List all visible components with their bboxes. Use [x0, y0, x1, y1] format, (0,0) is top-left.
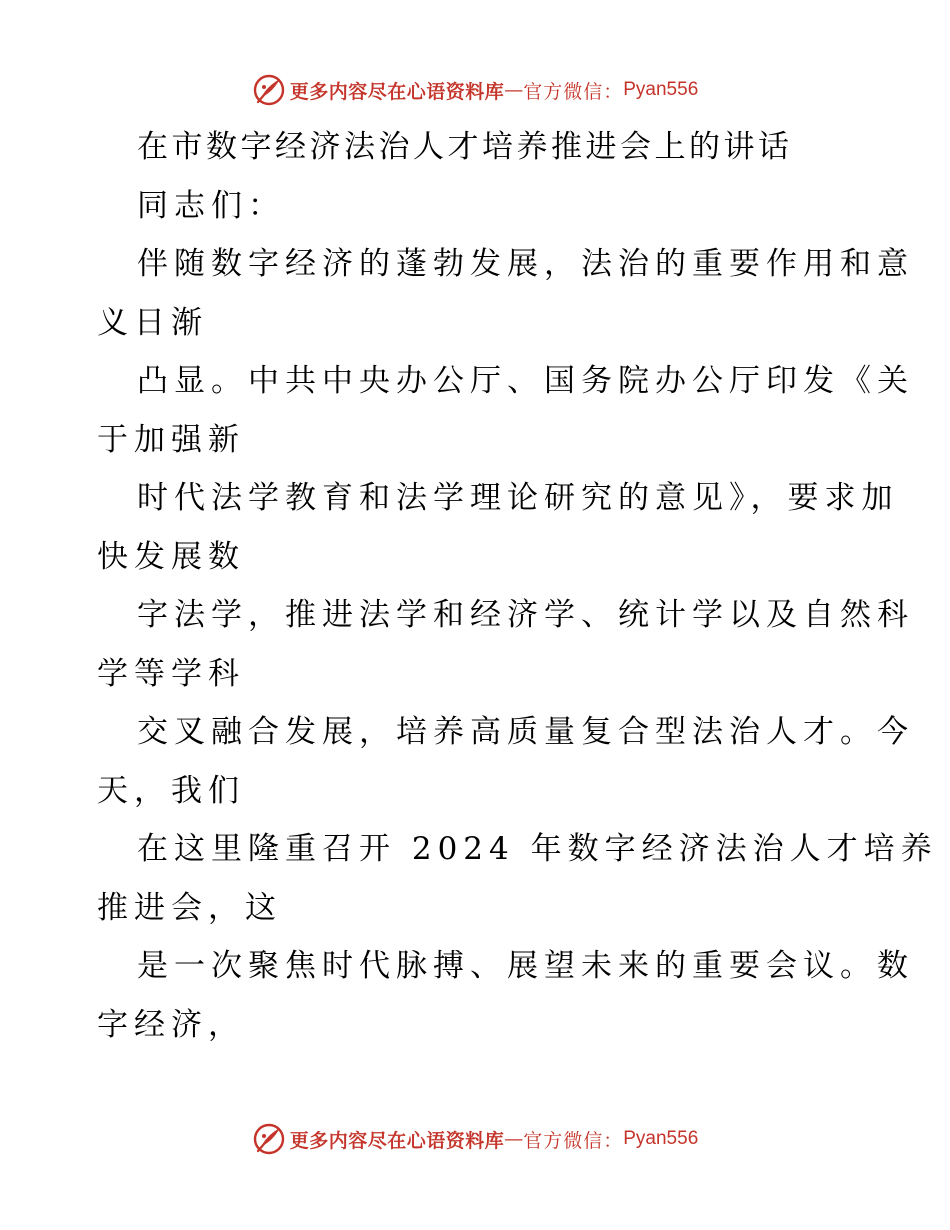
paragraph-line: 推进会，这 [97, 889, 282, 926]
banner-separator: — [504, 1128, 524, 1150]
banner-wechat-id: Pyan556 [623, 79, 699, 100]
paragraph-line: 学等学科 [97, 655, 245, 692]
quill-circle-icon [252, 73, 286, 107]
header-banner [0, 70, 950, 110]
paragraph-line: 交叉融合发展，培养高质量复合型法治人才。今 [137, 714, 914, 750]
paragraph-line: 义日渐 [97, 304, 208, 341]
speech-title: 在市数字经济法治人才培养推进会上的讲话 [137, 129, 793, 165]
paragraph-line: 时代法学教育和法学理论研究的意见》，要求加 [137, 480, 899, 516]
footer-banner [0, 1119, 950, 1159]
banner-main-text: 更多内容尽在心语资料库 [289, 80, 505, 103]
paragraph-line: 字经济， [97, 1006, 245, 1043]
banner-separator: — [504, 79, 524, 101]
paragraph-line: 天，我们 [97, 772, 245, 809]
banner-wechat-label: 官方微信： [523, 1129, 624, 1152]
paragraph-line: 快发展数 [97, 538, 245, 575]
banner-wechat-label: 官方微信： [523, 80, 624, 103]
paragraph-line: 字法学，推进法学和经济学、统计学以及自然科 [137, 597, 914, 633]
paragraph-line: 伴随数字经济的蓬勃发展，法治的重要作用和意 [137, 246, 914, 282]
banner-wechat-id: Pyan556 [623, 1128, 699, 1149]
paragraph-line: 是一次聚焦时代脉搏、展望未来的重要会议。数 [137, 948, 914, 984]
paragraph-line: 于加强新 [97, 421, 245, 458]
quill-circle-icon [252, 1122, 286, 1156]
paragraph-line: 凸显。中共中央办公厅、国务院办公厅印发《关 [137, 363, 914, 399]
paragraph-line: 在这里隆重召开 2024 年数字经济法治人才培养 [137, 831, 938, 867]
banner-main-text: 更多内容尽在心语资料库 [289, 1129, 505, 1152]
document-body [97, 118, 938, 1054]
salutation: 同志们： [137, 187, 285, 224]
